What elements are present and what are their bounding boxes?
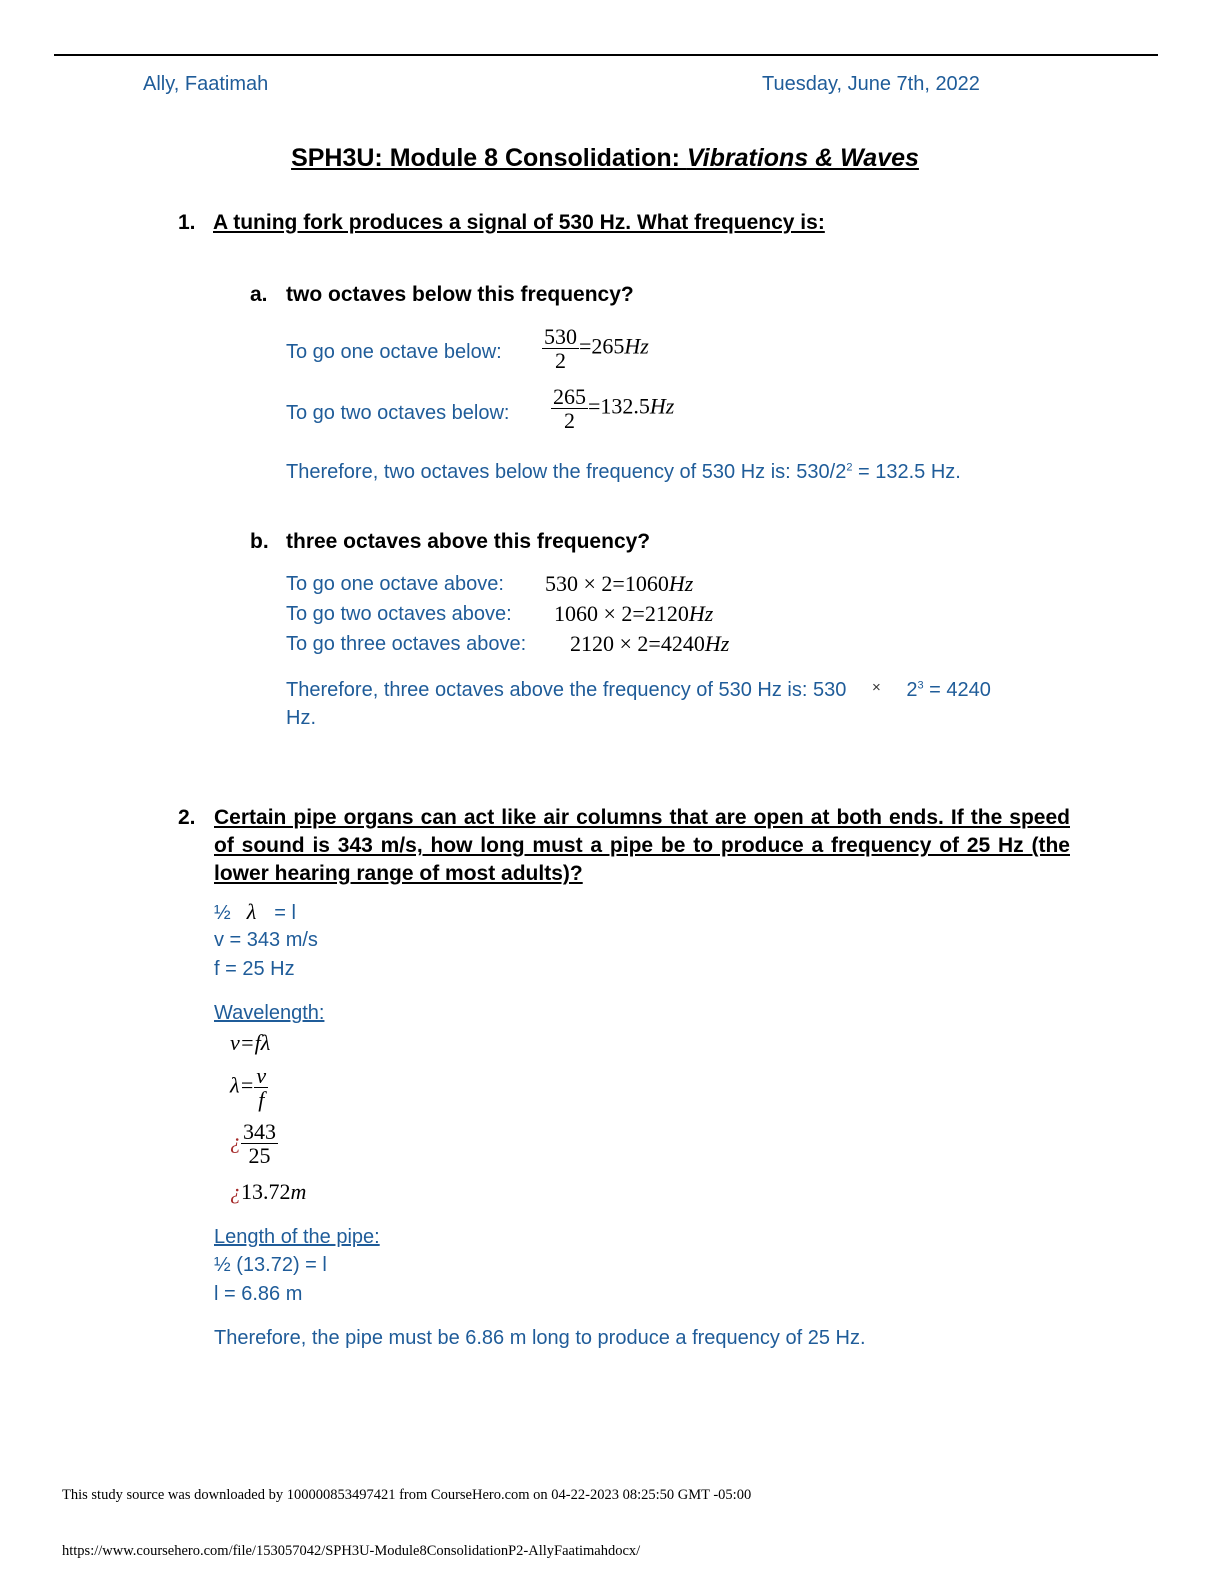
q1a-line1-math: $\frac{530}{2}$ =265Hz bbox=[544, 324, 649, 374]
q2-text: Certain pipe organs can act like air columns that are open at both ends. If the speed of sound is 343 m/s, how long must a pipe be to produce a frequency of 25 Hz (the lower hearing range of most adults)? bbox=[214, 806, 1070, 885]
q1b-line2-math: 1060 × 2=2120Hz bbox=[554, 601, 714, 626]
q2-question bbox=[178, 804, 1070, 888]
wavelength-heading: Wavelength: bbox=[214, 1002, 325, 1024]
q1b-conclusion-line2: Hz. bbox=[286, 707, 316, 729]
q1a-line2-math: $\frac{265}{2}$ =132.5Hz bbox=[553, 384, 675, 434]
q1b-label: b. bbox=[250, 530, 269, 553]
q1a-conclusion: Therefore, two octaves below the frequency of 530 Hz is: $530/2^2 = 132.5$ Hz. bbox=[286, 461, 961, 483]
q2-given3: f = 25 Hz bbox=[214, 958, 295, 980]
q1b-line2-label: To go two octaves above: bbox=[286, 603, 512, 625]
footer-source: This study source was downloaded by 100000853497421 from CourseHero.com on 04-22-2023 08:25:50 GMT -05:00 bbox=[62, 1487, 752, 1503]
q2-given2: v = 343 m/s bbox=[214, 929, 318, 951]
length-heading: Length of the pipe: bbox=[214, 1226, 380, 1248]
q1a-line1-label: To go one octave below: bbox=[286, 341, 502, 363]
length-line1: ½ (13.72) = l bbox=[214, 1254, 327, 1276]
length-line2: l = 6.86 m bbox=[214, 1283, 303, 1305]
eq-result: ¿13.72m bbox=[230, 1179, 307, 1204]
q1b-line1-label: To go one octave above: bbox=[286, 573, 504, 595]
q1-number: 1. bbox=[178, 211, 196, 234]
q1b-conclusion: Therefore, three octaves above the frequency of 530 Hz is: $530 \times 2^3 = 4240$ bbox=[286, 679, 991, 701]
date: Tuesday, June 7th, 2022 bbox=[762, 73, 980, 95]
q1a-label: a. bbox=[250, 283, 268, 306]
q1b-text: three octaves above this frequency? bbox=[286, 530, 651, 553]
q1-text: A tuning fork produces a signal of 530 Hz. What frequency is: bbox=[213, 211, 825, 234]
title-prefix: SPH3U: Module 8 Consolidation: bbox=[291, 144, 687, 172]
q2-conclusion: Therefore, the pipe must be 6.86 m long to produce a frequency of 25 Hz. bbox=[214, 1327, 866, 1349]
q2-number: 2. bbox=[178, 806, 196, 829]
footer-url[interactable]: https://www.coursehero.com/file/153057042/SPH3U-Module8ConsolidationP2-AllyFaatimahdocx/ bbox=[62, 1543, 641, 1559]
q1a-line2-label: To go two octaves below: bbox=[286, 402, 510, 424]
title-italic: Vibrations & Waves bbox=[686, 144, 919, 172]
header-rule bbox=[54, 54, 1158, 56]
eq-lambda-v-over-f: λ= $\frac{v}{f}$ bbox=[230, 1063, 267, 1113]
q2-given1: ½ λ = l bbox=[214, 899, 296, 924]
q1b-line3-label: To go three octaves above: bbox=[286, 633, 527, 655]
q1b-line1-math: 530 × 2=1060Hz bbox=[545, 571, 694, 596]
eq-v-f-lambda: v=fλ bbox=[230, 1030, 271, 1055]
q1b-line3-math: 2120 × 2=4240Hz bbox=[570, 631, 730, 656]
eq-343-over-25: ¿ $\frac{343}{25}$ bbox=[230, 1119, 276, 1169]
student-name: Ally, Faatimah bbox=[143, 73, 269, 95]
q1a-text: two octaves below this frequency? bbox=[286, 283, 634, 306]
page-title bbox=[0, 144, 1210, 173]
